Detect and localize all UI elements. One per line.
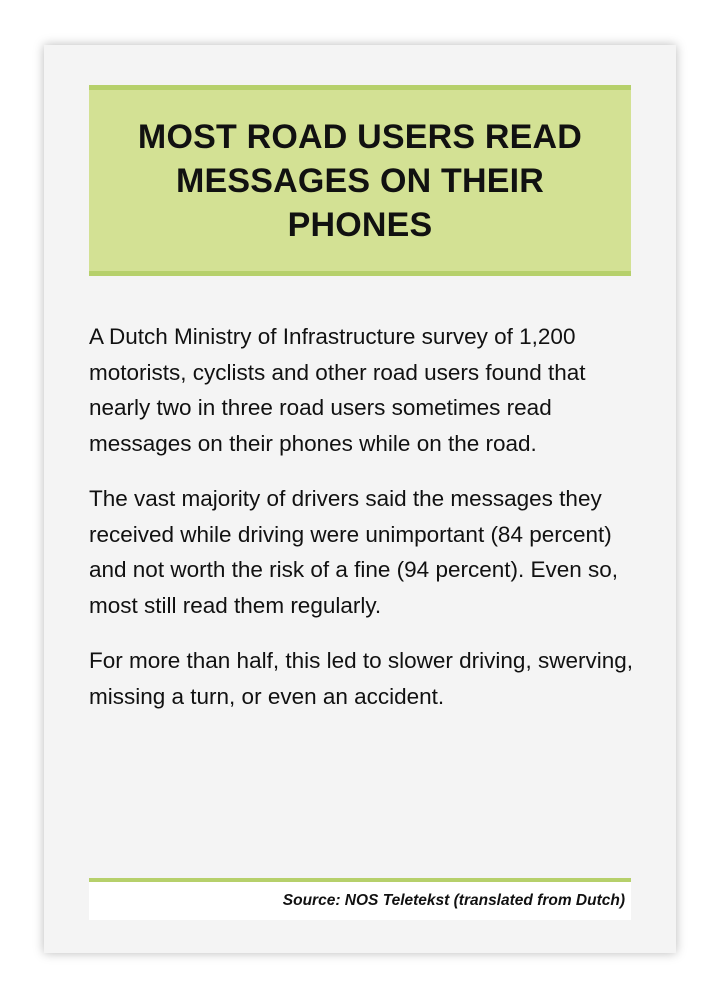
paragraph-drivers: The vast majority of drivers said the messages they received while driving were unimportant (84 percent) and not worth the risk of a fine (94 percent). Even so, most still read them regularly. [89, 486, 619, 618]
article-body [89, 319, 634, 734]
source-footer [89, 878, 631, 920]
paragraph-consequences: For more than half, this led to slower driving, swerving, missing a turn, or even an accident. [89, 648, 633, 709]
headline-banner [89, 85, 631, 276]
source-credit: Source: NOS Teletekst (translated from Dutch) [282, 892, 625, 909]
article-card [44, 45, 676, 953]
headline: MOST ROAD USERS READ MESSAGES ON THEIR PHONES [137, 117, 583, 244]
paragraph-survey: A Dutch Ministry of Infrastructure survey of 1,200 motorists, cyclists and other road users found that nearly two in three road users sometimes read messages on their phones while on the road. [89, 324, 586, 456]
